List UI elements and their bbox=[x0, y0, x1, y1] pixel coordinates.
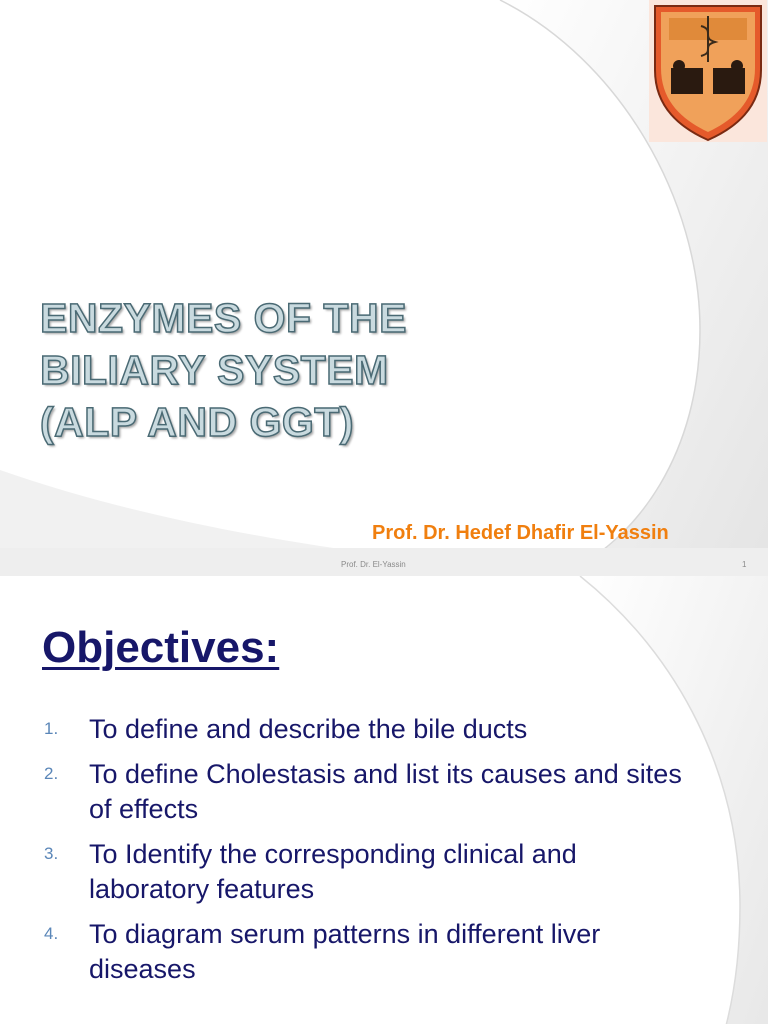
title-line: BILIARY SYSTEM bbox=[40, 347, 389, 393]
list-number: 3. bbox=[44, 844, 59, 863]
title-line: (ALP AND GGT) bbox=[40, 399, 354, 445]
list-item-text: To define and describe the bile ducts bbox=[89, 714, 528, 744]
slide-number: 1 bbox=[742, 560, 747, 569]
slide-footer: Prof. Dr. El-Yassin bbox=[341, 560, 406, 569]
list-item bbox=[44, 712, 684, 747]
author-name: Prof. Dr. Hedef Dhafir El-Yassin bbox=[372, 522, 669, 544]
list-number: 2. bbox=[44, 764, 59, 783]
crest-icon bbox=[649, 0, 767, 142]
university-crest-logo bbox=[649, 0, 767, 142]
list-item bbox=[44, 917, 684, 987]
page-title: Objectives: bbox=[42, 623, 280, 672]
list-item bbox=[44, 757, 684, 827]
list-item-text: To define Cholestasis and list its causes and sites of effects bbox=[89, 759, 682, 824]
slide-title bbox=[40, 292, 500, 448]
list-item-text: To diagram serum patterns in different liver diseases bbox=[89, 919, 601, 984]
objectives-list bbox=[44, 712, 684, 997]
list-item bbox=[44, 837, 684, 907]
list-number: 1. bbox=[44, 719, 59, 738]
list-number: 4. bbox=[44, 924, 59, 943]
title-line: ENZYMES OF THE bbox=[40, 295, 407, 341]
list-item-text: To Identify the corresponding clinical and laboratory features bbox=[89, 839, 577, 904]
objectives-slide bbox=[0, 576, 768, 1024]
